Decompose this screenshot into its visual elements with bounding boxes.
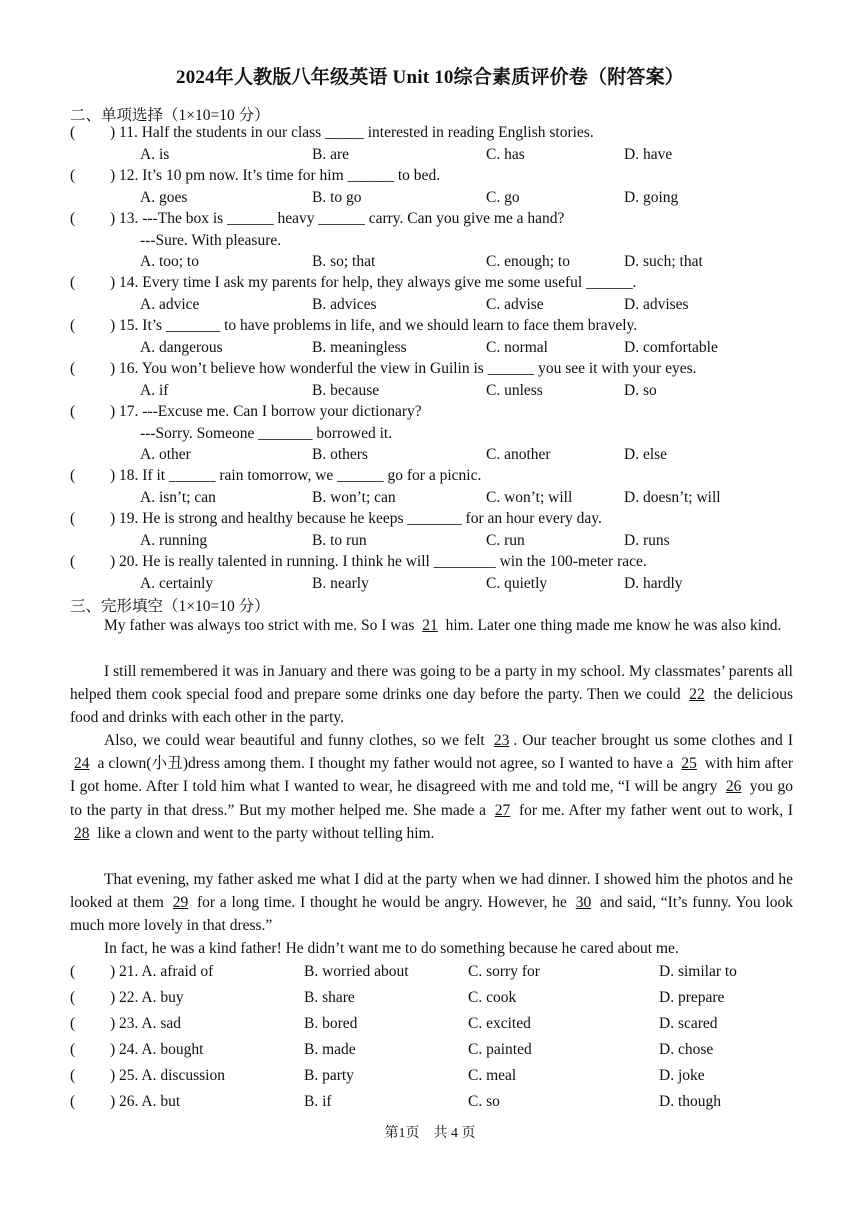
option-b: B. party: [304, 1067, 354, 1084]
question-19: ( ) 19. He is strong and healthy because he keeps _______ for an hour every day.: [70, 510, 602, 527]
option-c: C. sorry for: [468, 963, 540, 980]
option-d: D. prepare: [659, 989, 725, 1006]
option-b: B. to run: [312, 532, 367, 549]
answer-bracket[interactable]: (: [70, 1041, 76, 1058]
page-title: 2024年人教版八年级英语 Unit 10综合素质评价卷（附答案）: [176, 67, 684, 88]
option-b: B. won’t; can: [312, 489, 396, 506]
option-d: D. doesn’t; will: [624, 489, 721, 506]
option-b: B. because: [312, 382, 380, 399]
option-b: B. so; that: [312, 253, 376, 270]
question-12: ( ) 12. It’s 10 pm now. It’s time for him ______ to bed.: [70, 167, 441, 184]
option-c: C. cook: [468, 989, 517, 1006]
option-c: C. so: [468, 1093, 500, 1110]
option-c: C. normal: [486, 339, 548, 356]
option-d: D. scared: [659, 1015, 718, 1032]
passage-paragraph-1: My father was always too strict with me. So I was 21 him. Later one thing made me know he was also kind.: [104, 617, 782, 634]
option-d: D. such; that: [624, 253, 703, 270]
cloze-question-24: ( ) 24. A. bought: [70, 1041, 204, 1058]
blank-30: 30: [575, 894, 592, 912]
option-d: D. else: [624, 446, 668, 463]
option-d: D. so: [624, 382, 657, 399]
section-heading-cloze: 三、完形填空（1×10=10 分）: [70, 598, 270, 615]
option-b: B. share: [304, 989, 355, 1006]
question-20: ( ) 20. He is really talented in running. I think he will ________ win the 100-meter race.: [70, 553, 647, 570]
question-17-reply: ---Sorry. Someone _______ borrowed it.: [140, 425, 393, 442]
answer-bracket[interactable]: (: [70, 510, 76, 527]
option-a: A. isn’t; can: [140, 489, 216, 506]
option-c: C. run: [486, 532, 525, 549]
option-a: A. running: [140, 532, 208, 549]
blank-24: 24: [74, 755, 90, 773]
passage-paragraph-5: In fact, he was a kind father! He didn’t want me to do something because he cared about me.: [104, 940, 679, 957]
option-c: C. excited: [468, 1015, 531, 1032]
option-b: B. if: [304, 1093, 332, 1110]
question-16: ( ) 16. You won’t believe how wonderful the view in Guilin is ______ you see it with your eyes.: [70, 360, 697, 377]
answer-bracket[interactable]: (: [70, 467, 76, 484]
answer-bracket[interactable]: (: [70, 989, 76, 1006]
option-a: A. dangerous: [140, 339, 223, 356]
option-d: D. joke: [659, 1067, 705, 1084]
option-d: D. chose: [659, 1041, 714, 1058]
option-c: C. advise: [486, 296, 544, 313]
section-heading-multiple-choice: 二、单项选择（1×10=10 分）: [70, 107, 270, 124]
passage-paragraph-3: Also, we could wear beautiful and funny clothes, so we felt 23 . Our teacher brought us some clothes and I 24 a clown(小丑)dress among them. I thought my father would not agree, so I wanted to have a 25 with him after I got home. After I told him what I wanted to wear, he disagreed with me and told me, “I will be angry 26 you go to the party in that dress.” But my mother helped me. She made a 27 for me. After my father went out to work, I 28 like a clown and went to the party without telling him.: [70, 732, 794, 842]
question-17: ( ) 17. ---Excuse me. Can I borrow your dictionary?: [70, 403, 422, 420]
option-b: B. bored: [304, 1015, 358, 1032]
passage-paragraph-4: That evening, my father asked me what I did at the party when we had dinner. I showed him the photos and he looked at them 29 for a long time. I thought he would be angry. However, he 30 and said, “It’s funny. You look much more lovely in that dress.”: [70, 871, 793, 935]
option-c: C. go: [486, 189, 520, 206]
option-a: A. advice: [140, 296, 200, 313]
option-d: D. though: [659, 1093, 721, 1110]
answer-bracket[interactable]: (: [70, 274, 76, 291]
option-b: B. nearly: [312, 575, 369, 592]
option-d: D. advises: [624, 296, 689, 313]
option-a: A. certainly: [140, 575, 214, 592]
answer-bracket[interactable]: (: [70, 553, 76, 570]
option-b: B. advices: [312, 296, 377, 313]
blank-27: 27: [494, 801, 511, 819]
option-c: C. unless: [486, 382, 543, 399]
option-b: B. others: [312, 446, 368, 463]
answer-bracket[interactable]: (: [70, 167, 76, 184]
option-a: A. if: [140, 382, 169, 399]
cloze-question-21: ( ) 21. A. afraid of: [70, 963, 214, 980]
option-c: C. meal: [468, 1067, 517, 1084]
passage-paragraph-2: I still remembered it was in January and there was going to be a party in my school. My classmates’ parents all helped them cook special food and prepare some drinks one day before the party. Then we could 22 the delicious food and drinks with each other in the party.: [70, 663, 793, 727]
answer-bracket[interactable]: (: [70, 963, 76, 980]
question-14: ( ) 14. Every time I ask my parents for help, they always give me some useful ______.: [70, 274, 637, 291]
option-b: B. worried about: [304, 963, 409, 980]
option-c: C. painted: [468, 1041, 532, 1058]
option-c: C. enough; to: [486, 253, 570, 270]
option-d: D. similar to: [659, 963, 737, 980]
question-13: ( ) 13. ---The box is ______ heavy ______ carry. Can you give me a hand?: [70, 210, 565, 227]
answer-bracket[interactable]: (: [70, 1015, 76, 1032]
cloze-question-23: ( ) 23. A. sad: [70, 1015, 182, 1032]
option-d: D. going: [624, 189, 679, 206]
question-11: ( ) 11. Half the students in our class _____ interested in reading English stories.: [70, 124, 594, 141]
blank-21: 21: [422, 617, 438, 634]
option-c: C. has: [486, 146, 525, 163]
answer-bracket[interactable]: (: [70, 210, 76, 227]
cloze-question-26: ( ) 26. A. but: [70, 1093, 181, 1110]
cloze-question-22: ( ) 22. A. buy: [70, 989, 184, 1006]
blank-23: 23: [493, 732, 510, 749]
blank-29: 29: [172, 894, 189, 912]
question-18: ( ) 18. If it ______ rain tomorrow, we ______ go for a picnic.: [70, 467, 482, 484]
option-b: B. are: [312, 146, 350, 163]
page-footer: 第1页 共 4 页: [384, 1126, 476, 1141]
answer-bracket[interactable]: (: [70, 317, 76, 334]
blank-26: 26: [725, 778, 742, 796]
question-15: ( ) 15. It’s _______ to have problems in life, and we should learn to face them bravely.: [70, 317, 638, 334]
option-c: C. another: [486, 446, 551, 463]
answer-bracket[interactable]: (: [70, 1093, 76, 1110]
question-13-reply: ---Sure. With pleasure.: [140, 232, 282, 249]
option-b: B. to go: [312, 189, 362, 206]
option-b: B. made: [304, 1041, 356, 1058]
blank-22: 22: [689, 686, 705, 704]
option-d: D. hardly: [624, 575, 683, 592]
answer-bracket[interactable]: (: [70, 124, 76, 141]
blank-28: 28: [74, 824, 90, 842]
answer-bracket[interactable]: (: [70, 360, 76, 377]
cloze-question-25: ( ) 25. A. discussion: [70, 1067, 225, 1084]
option-d: D. runs: [624, 532, 670, 549]
option-a: A. goes: [140, 189, 188, 206]
answer-bracket[interactable]: (: [70, 1067, 76, 1084]
blank-25: 25: [681, 755, 697, 773]
option-a: A. is: [140, 146, 170, 163]
option-b: B. meaningless: [312, 339, 407, 356]
answer-bracket[interactable]: (: [70, 403, 76, 420]
option-d: D. comfortable: [624, 339, 718, 356]
option-a: A. too; to: [140, 253, 199, 270]
option-c: C. won’t; will: [486, 489, 573, 506]
option-d: D. have: [624, 146, 673, 163]
option-a: A. other: [140, 446, 191, 463]
option-c: C. quietly: [486, 575, 548, 592]
